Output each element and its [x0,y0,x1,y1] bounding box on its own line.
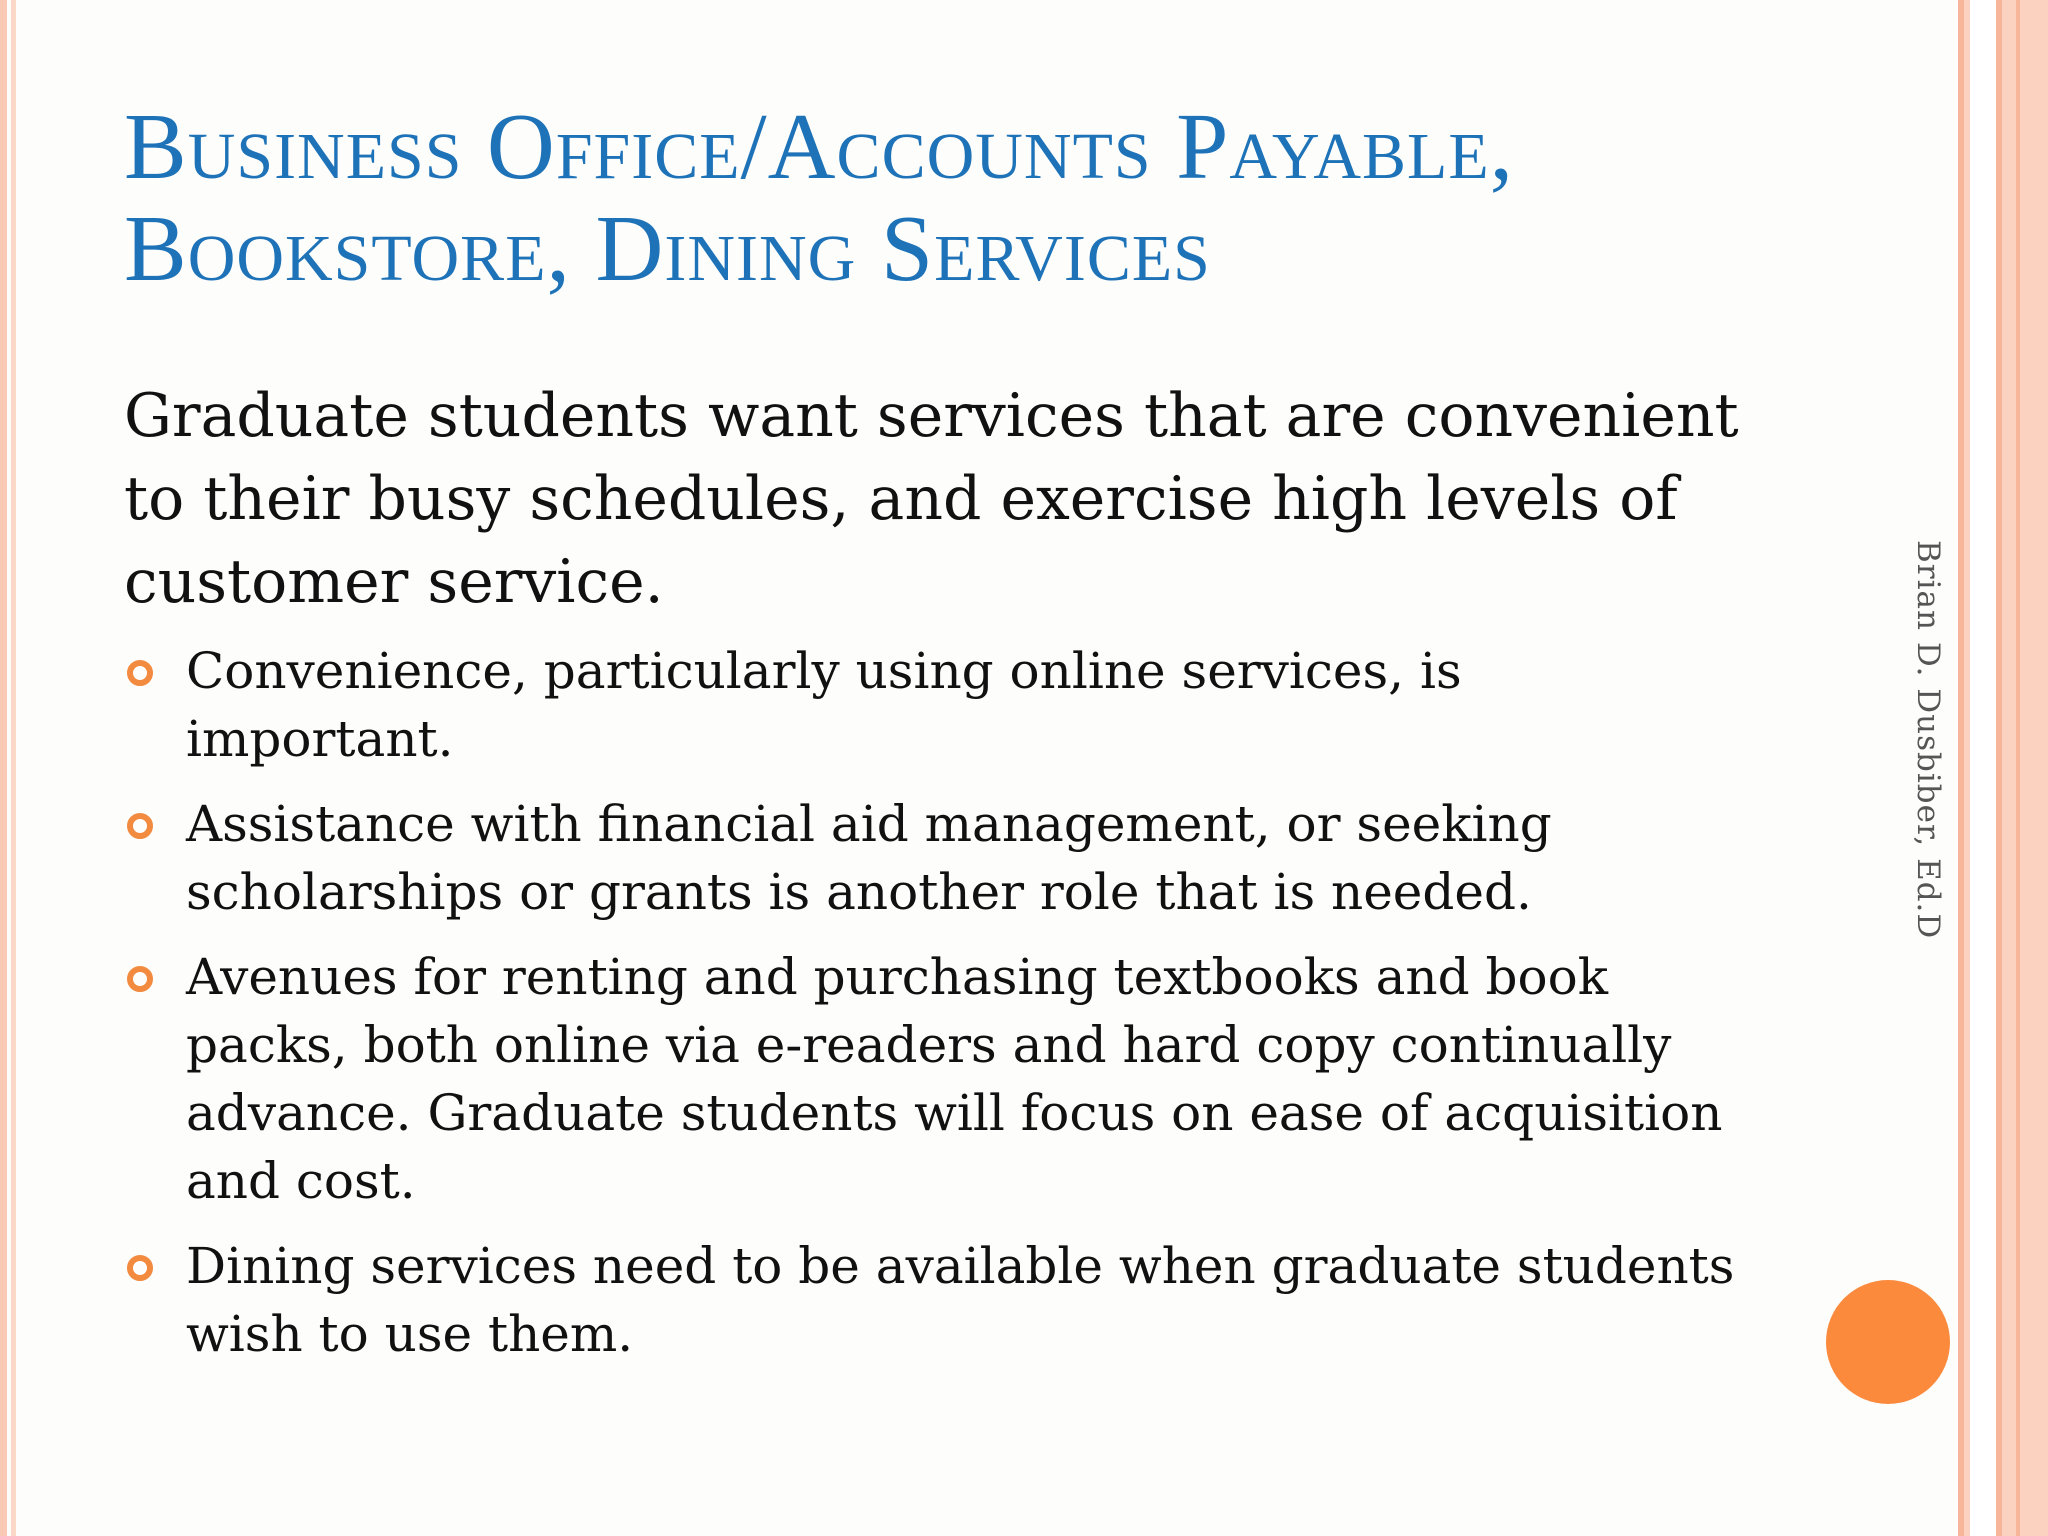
intro-paragraph: Graduate students want services that are convenient to their busy schedules, and exercise high levels of customer service. [124,381,1739,617]
bullet-text: Assistance with financial aid management, or seeking scholarships or grants is another role that is needed. [186,795,1552,921]
bullet-item [124,1232,1744,1368]
right-band-inner [1970,0,1996,1536]
bullet-text: Dining services need to be available when graduate students wish to use them. [186,1237,1735,1363]
bullet-list [124,637,1744,1385]
bullet-circle-icon [127,1255,153,1281]
bullet-text: Convenience, particularly using online services, is important. [186,642,1462,768]
slide-title: Business Office/Accounts Payable, Bookstore, Dining Services [124,95,1515,301]
bullet-circle-icon [127,813,153,839]
bullet-circle-icon [127,660,153,686]
left-stripe [0,0,7,1536]
bullet-item [124,790,1744,926]
bullet-item [124,943,1744,1215]
right-band-line [1958,0,1964,1536]
bullet-text: Avenues for renting and purchasing textbooks and book packs, both online via e-readers and hard copy continually advance. Graduate students will focus on ease of acquisition and cost. [186,948,1723,1210]
author-credit: Brian D. Dusbiber, Ed.D [1910,540,1946,940]
bullet-item [124,637,1744,773]
right-band-line [2016,0,2020,1536]
orange-circle-icon [1826,1280,1950,1404]
bullet-circle-icon [127,966,153,992]
right-band-line [1996,0,2002,1536]
left-stripe-thin [11,0,16,1536]
